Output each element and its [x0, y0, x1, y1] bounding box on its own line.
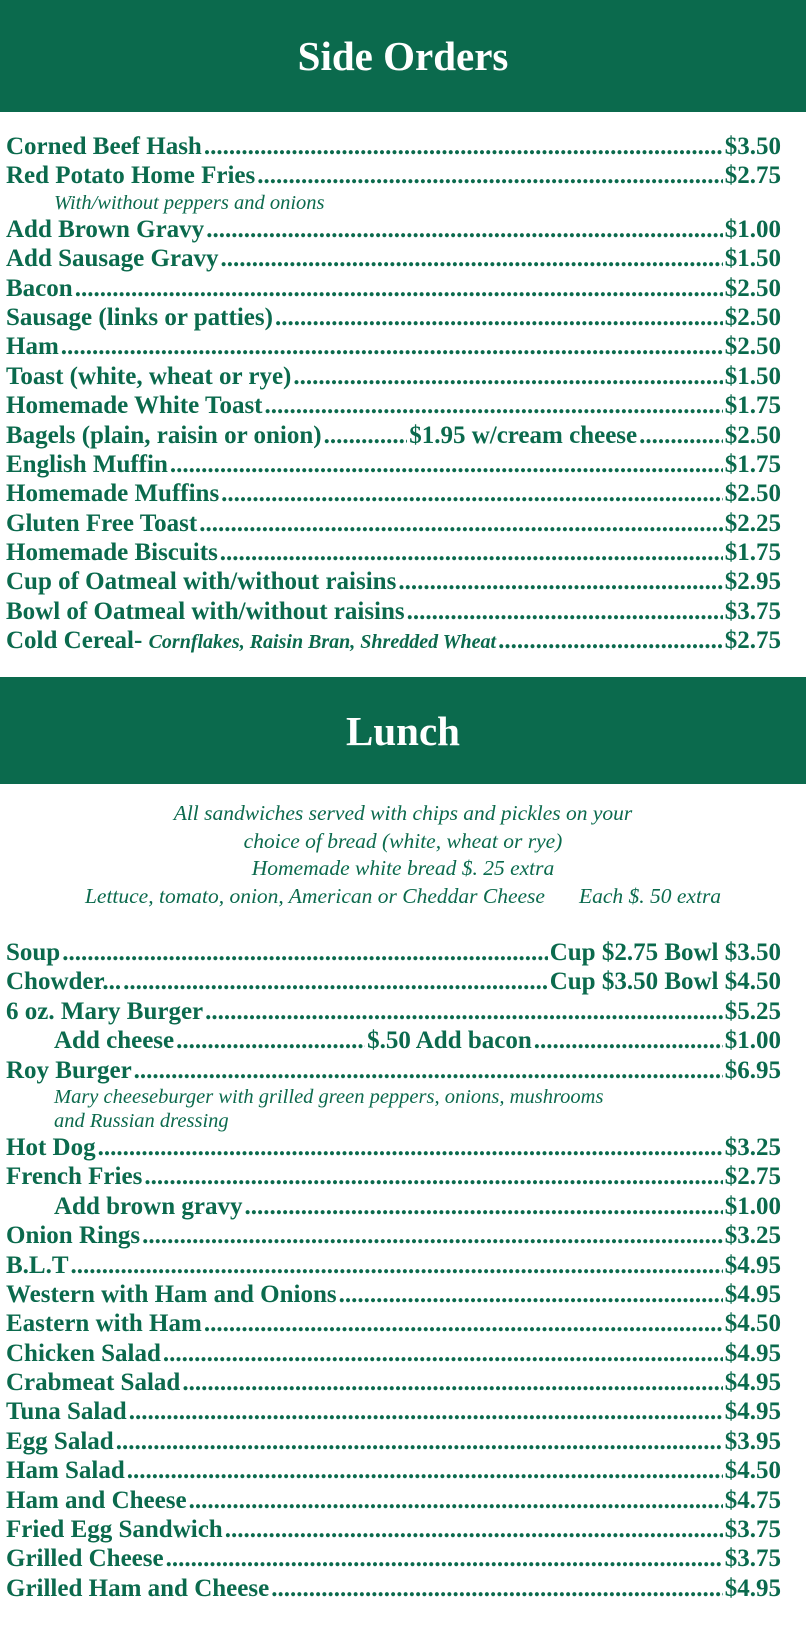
- menu-item-blt: B.L.T ..... $4.95: [6, 1251, 781, 1280]
- roy-burger-note: Mary cheeseburger with grilled green peppers, onions, mushrooms: [54, 1085, 604, 1108]
- menu-item-cup-oatmeal: Cup of Oatmeal with/without raisins ..... $2.95: [6, 567, 781, 596]
- lunch-title: Lunch: [346, 707, 460, 754]
- menu-item-grilled-cheese: Grilled Cheese ..... $3.75: [6, 1544, 781, 1573]
- menu-item-egg-salad: Egg Salad ..... $3.95: [6, 1427, 781, 1456]
- menu-item-bowl-oatmeal: Bowl of Oatmeal with/without raisins ..... $3.75: [6, 597, 781, 626]
- lunch-intro-line: Homemade white bread $. 25 extra: [251, 856, 555, 880]
- menu-item-hot-dog: Hot Dog ..... $3.25: [6, 1133, 781, 1162]
- menu-item-soup: Soup ..... Cup $2.75 Bowl $3.50: [6, 938, 781, 967]
- menu-item-sausage: Sausage (links or patties) ..... $2.50: [6, 303, 781, 332]
- menu-item-bacon: Bacon ..... $2.50: [6, 274, 781, 303]
- cold-cereal-label: Cold Cereal-: [6, 627, 143, 655]
- menu-item-sausage-gravy: Add Sausage Gravy ..... $1.50: [6, 244, 781, 273]
- menu-item-french-fries: French Fries ..... $2.75: [6, 1162, 781, 1191]
- menu-item-onion-rings: Onion Rings ..... $3.25: [6, 1221, 781, 1250]
- menu-item-tuna-salad: Tuna Salad ..... $4.95: [6, 1397, 781, 1426]
- menu-item-western: Western with Ham and Onions ..... $4.95: [6, 1280, 781, 1309]
- menu-item-homemade-white-toast: Homemade White Toast ..... $1.75: [6, 391, 781, 420]
- menu-item-homemade-biscuits: Homemade Biscuits ..... $1.75: [6, 538, 781, 567]
- menu-item-fries-gravy: Add brown gravy ..... $1.00: [6, 1192, 781, 1221]
- menu-item-burger-addons: Add cheese ..... $.50 Add bacon ..... $1.00: [6, 1026, 781, 1055]
- menu-item-corned-beef-hash: Corned Beef Hash ..... $3.50: [6, 132, 781, 161]
- cold-cereal-options: Cornflakes, Raisin Bran, Shredded Wheat: [148, 631, 497, 654]
- lunch-intro: [0, 800, 806, 910]
- menu-item-ham: Ham ..... $2.50: [6, 332, 781, 361]
- menu-item-chowder: Chowder... ..... Cup $3.50 Bowl $4.50: [6, 967, 781, 996]
- menu-item-ham-salad: Ham Salad ..... $4.50: [6, 1456, 781, 1485]
- roy-burger-note: and Russian dressing: [54, 1109, 229, 1132]
- lunch-extras: [0, 883, 806, 911]
- menu-item-ham-and-cheese: Ham and Cheese ..... $4.75: [6, 1486, 781, 1515]
- menu-item-gluten-free-toast: Gluten Free Toast ..... $2.25: [6, 509, 781, 538]
- side-orders-list: [6, 132, 781, 656]
- home-fries-note: With/without peppers and onions: [54, 191, 325, 214]
- lunch-intro-line: choice of bread (white, wheat or rye): [243, 828, 563, 853]
- lunch-header: [0, 677, 806, 784]
- menu-item-toast: Toast (white, wheat or rye) ..... $1.50: [6, 362, 781, 391]
- menu-item-crabmeat-salad: Crabmeat Salad ..... $4.95: [6, 1368, 781, 1397]
- side-orders-title: Side Orders: [297, 33, 509, 79]
- menu-item-fried-egg-sandwich: Fried Egg Sandwich ..... $3.75: [6, 1515, 781, 1544]
- menu-item-chicken-salad: Chicken Salad ..... $4.95: [6, 1339, 781, 1368]
- lunch-extras-items: Lettuce, tomato, onion, American or Cheddar Cheese: [84, 883, 545, 908]
- menu-item-brown-gravy: Add Brown Gravy ..... $1.00: [6, 215, 781, 244]
- menu-item-grilled-ham-cheese: Grilled Ham and Cheese ..... $4.95: [6, 1574, 781, 1603]
- menu-item-home-fries: Red Potato Home Fries ..... $2.75: [6, 161, 781, 190]
- menu-item-cold-cereal: Cold Cereal- Cornflakes, Raisin Bran, Shredded Wheat ..... $2.75: [6, 626, 781, 655]
- menu-item-homemade-muffins: Homemade Muffins ..... $2.50: [6, 479, 781, 508]
- menu-item-bagels: Bagels (plain, raisin or onion) ..... $1.95 w/cream cheese ..... $2.50: [6, 421, 781, 450]
- side-orders-header: [0, 0, 806, 112]
- menu-item-roy-burger: Roy Burger ..... $6.95: [6, 1056, 781, 1085]
- lunch-list: [6, 938, 781, 1603]
- menu-item-english-muffin: English Muffin ..... $1.75: [6, 450, 781, 479]
- lunch-intro-line: All sandwiches served with chips and pickles on your: [173, 801, 633, 825]
- lunch-extras-price: Each $. 50 extra: [578, 883, 722, 908]
- menu-item-mary-burger: 6 oz. Mary Burger ..... $5.25: [6, 997, 781, 1026]
- menu-item-eastern: Eastern with Ham ..... $4.50: [6, 1309, 781, 1338]
